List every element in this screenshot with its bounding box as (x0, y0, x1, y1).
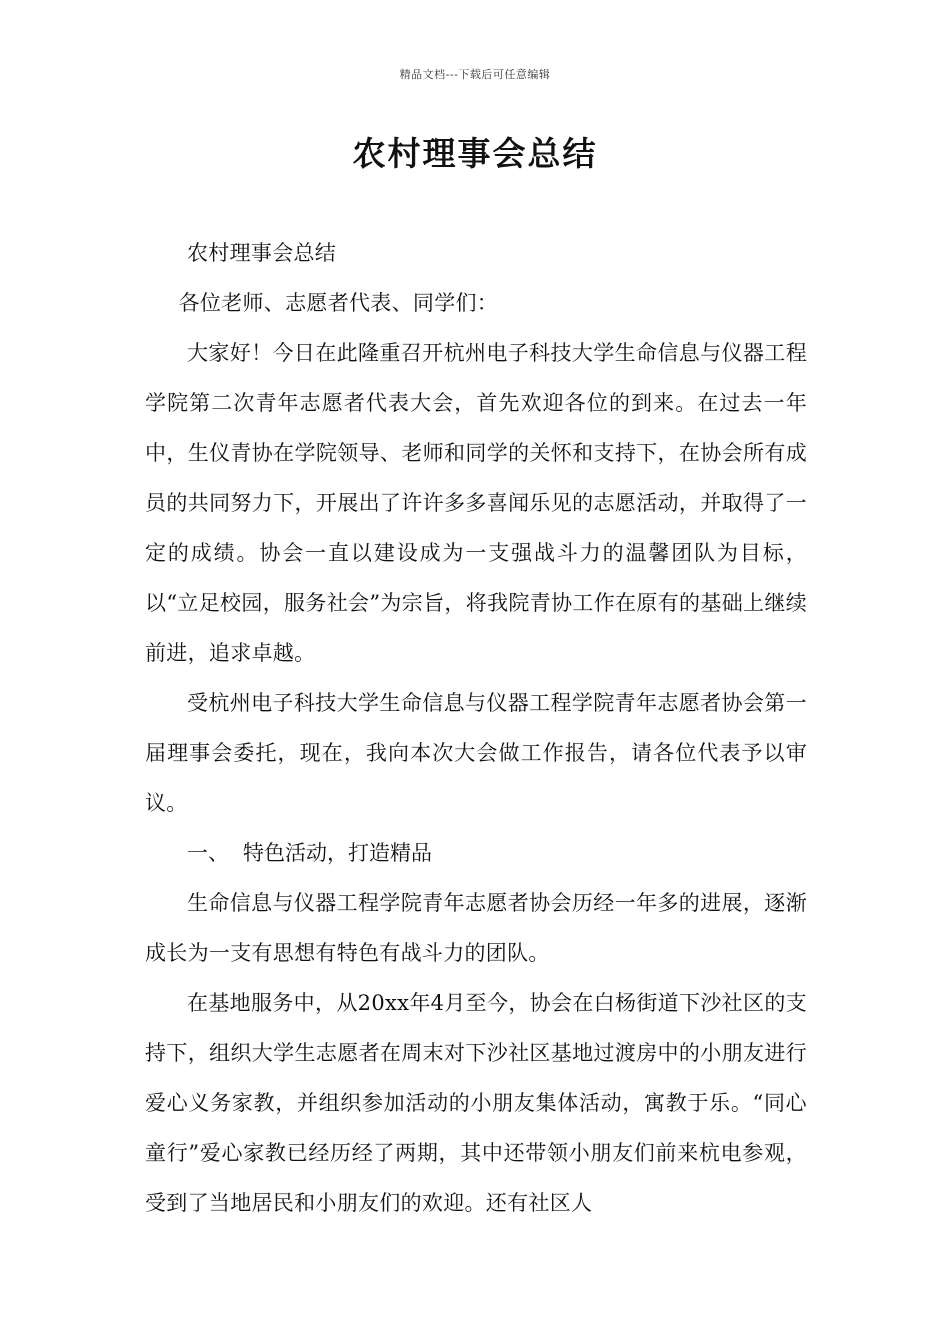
section-heading (145, 828, 807, 878)
paragraph-base-service: 在基地服务中，从20xx年4月至今，协会在白杨街道下沙社区的支持下，组织大学生志愿者在周末对下沙社区基地过渡房中的小朋友进行爱心义务家教，并组织参加活动的小朋友集体活动，寓教于乐。“同心童行”爱心家教已经历经了两期，其中还带领小朋友们前来杭电参观，受到了当地居民和小朋友们的欢迎。还有社区人 (145, 991, 807, 1215)
document-subtitle: 农村理事会总结 (187, 241, 337, 265)
salutation: 各位老师、志愿者代表、同学们： (178, 291, 499, 315)
section-title: 特色活动，打造精品 (243, 841, 432, 865)
document-body (145, 228, 807, 1228)
header-note: 精品文档---下载后可任意编辑 (399, 68, 551, 81)
paragraph-welcome: 大家好！今日在此隆重召开杭州电子科技大学生命信息与仪器工程学院第二次青年志愿者代表大会，首先欢迎各位的到来。在过去一年中，生仪青协在学院领导、老师和同学的关怀和支持下，在协会所有成员的共同努力下，开展出了许许多多喜闻乐见的志愿活动，并取得了一定的成绩。协会一直以建设成为一支强战斗力的温馨团队为目标，以“立足校园，服务社会”为宗旨，将我院青协工作在原有的基础上继续前进，追求卓越。 (145, 341, 807, 665)
paragraph-growth: 生命信息与仪器工程学院青年志愿者协会历经一年多的进展，逐渐成长为一支有思想有特色有战斗力的团队。 (145, 891, 807, 965)
document-title: 农村理事会总结 (352, 134, 598, 173)
section-number: 一、 (187, 841, 229, 865)
paragraph-report: 受杭州电子科技大学生命信息与仪器工程学院青年志愿者协会第一届理事会委托，现在，我向本次大会做工作报告，请各位代表予以审议。 (145, 691, 807, 815)
